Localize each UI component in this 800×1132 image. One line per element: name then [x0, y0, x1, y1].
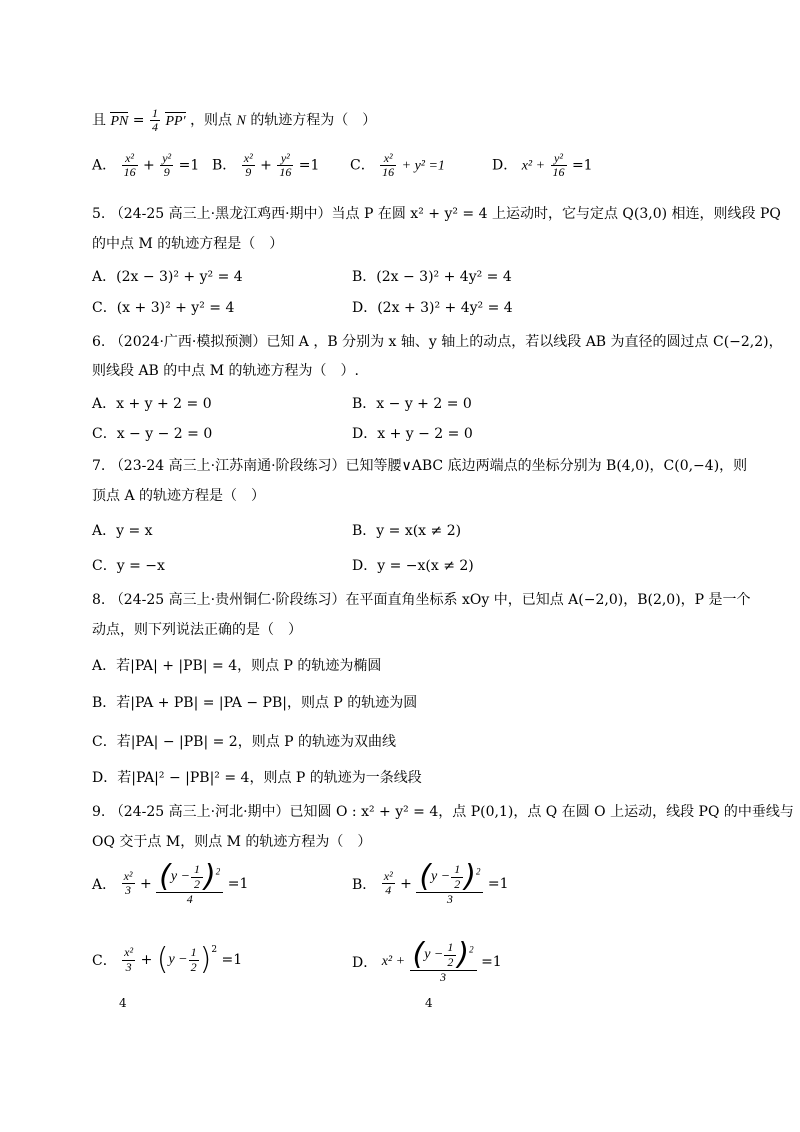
q7-option-a: A．y = x — [92, 523, 153, 539]
q7-option-b: B．y = x(x ≠ 2) — [352, 523, 462, 539]
question-8-line-2: 动点，则下列说法正确的是（ ） — [92, 622, 302, 638]
vector-pp: PP′ — [165, 113, 186, 129]
question-6-line-1: 6. （2024·广西·模拟预测）已知 A ，B 分别为 x 轴、y 轴上的动点，若以线段 AB 为直径的圆过点 C(−2,2)， — [92, 334, 783, 350]
vector-pn: PN — [110, 113, 129, 129]
q5-option-a: A．(2x − 3)² + y² = 4 — [92, 269, 243, 285]
question-8-line-1: 8. （24-25 高三上·贵州铜仁·阶段练习）在平面直角坐标系 xOy 中，已知点 A(−2,0)，B(2,0)，P 是一个 — [92, 592, 751, 608]
question-9-line-1: 9. （24-25 高三上·河北·期中）已知圆 O : x² + y² = 4，点 P(0,1)，点 Q 在圆 O 上运动，线段 PQ 的中垂线与 — [92, 804, 794, 820]
q6-option-c: C．x − y − 2 = 0 — [92, 426, 213, 442]
q9-option-d: D． x² + (y − $\frac{1}{2}$ )$^2$ 3 =1 — [352, 937, 502, 984]
question-7-line-2: 顶点 A 的轨迹方程是（ ） — [92, 488, 266, 504]
q8-option-a: A．若|PA| + |PB| = 4，则点 P 的轨迹为椭圆 — [92, 658, 382, 674]
question-5-line-1: 5. （24-25 高三上·黑龙江鸡西·期中）当点 P 在圆 x² + y² = 4 上运动时，它与定点 Q(3,0) 相连，则线段 PQ — [92, 206, 781, 222]
question-5-line-2: 的中点 M 的轨迹方程是（ ） — [92, 236, 284, 252]
intro-text: 且 — [92, 112, 106, 129]
q6-option-a: A．x + y + 2 = 0 — [92, 396, 212, 412]
question-6-line-2: 则线段 AB 的中点 M 的轨迹方程为（ ）. — [92, 363, 359, 379]
question-9-line-2: OQ 交于点 M，则点 M 的轨迹方程为（ ） — [92, 834, 372, 850]
q7-option-d: D．y = −x(x ≠ 2) — [352, 558, 474, 574]
q9-option-a: A． $\frac{\text{x²}}{3}$ + (y − $\frac{1}{2}$ )$^2$ 4 =1 — [92, 859, 249, 906]
intro-option-c: C． $\frac{\text{x²}}{16}$ + y² =1 — [350, 151, 445, 180]
q5-option-c: C．(x + 3)² + y² = 4 — [92, 300, 235, 316]
fraction-quarter: $\frac{1}{4}$ — [151, 106, 158, 135]
q7-option-c: C．y = −x — [92, 558, 165, 574]
q9-option-d-below: 4 — [425, 996, 433, 1010]
q8-option-c: C．若|PA| − |PB| = 2，则点 P 的轨迹为双曲线 — [92, 734, 397, 750]
q8-option-b: B．若|PA + PB| = |PA − PB|，则点 P 的轨迹为圆 — [92, 695, 418, 711]
q6-option-b: B．x − y + 2 = 0 — [352, 396, 472, 412]
intro-option-a: A． $\frac{\text{x²}}{16}$ + $\frac{\text{y²}}{9}$ =1 — [92, 151, 200, 180]
intro-line: 且 PN = $\frac{1}{4}$ PP′ ，则点 N 的轨迹方程为（ ） — [92, 106, 377, 135]
q9-option-c-below: 4 — [119, 996, 127, 1010]
q5-option-d: D．(2x + 3)² + 4y² = 4 — [352, 300, 513, 316]
q6-option-d: D．x + y − 2 = 0 — [352, 426, 473, 442]
q9-option-b: B． $\frac{\text{x²}}{4}$ + (y − $\frac{1}{2}$ )$^2$ 3 =1 — [352, 859, 509, 906]
q8-option-d: D．若|PA|² − |PB|² = 4，则点 P 的轨迹为一条线段 — [92, 770, 422, 786]
intro-option-d: D． x² + $\frac{\text{y²}}{16}$ =1 — [492, 151, 593, 180]
question-7-line-1: 7. （23-24 高三上·江苏南通·阶段练习）已知等腰∨ABC 底边两端点的坐标分别为 B(4,0)，C(0,−4)，则 — [92, 458, 748, 474]
q9-option-c: C． $\frac{\text{x²}}{3}$ + (y − $\frac{1}{2}$ )$^2$ =1 — [92, 942, 243, 977]
intro-option-b: B． $\frac{\text{x²}}{9}$ + $\frac{\text{y²}}{16}$ =1 — [212, 151, 320, 180]
q5-option-b: B．(2x − 3)² + 4y² = 4 — [352, 269, 512, 285]
